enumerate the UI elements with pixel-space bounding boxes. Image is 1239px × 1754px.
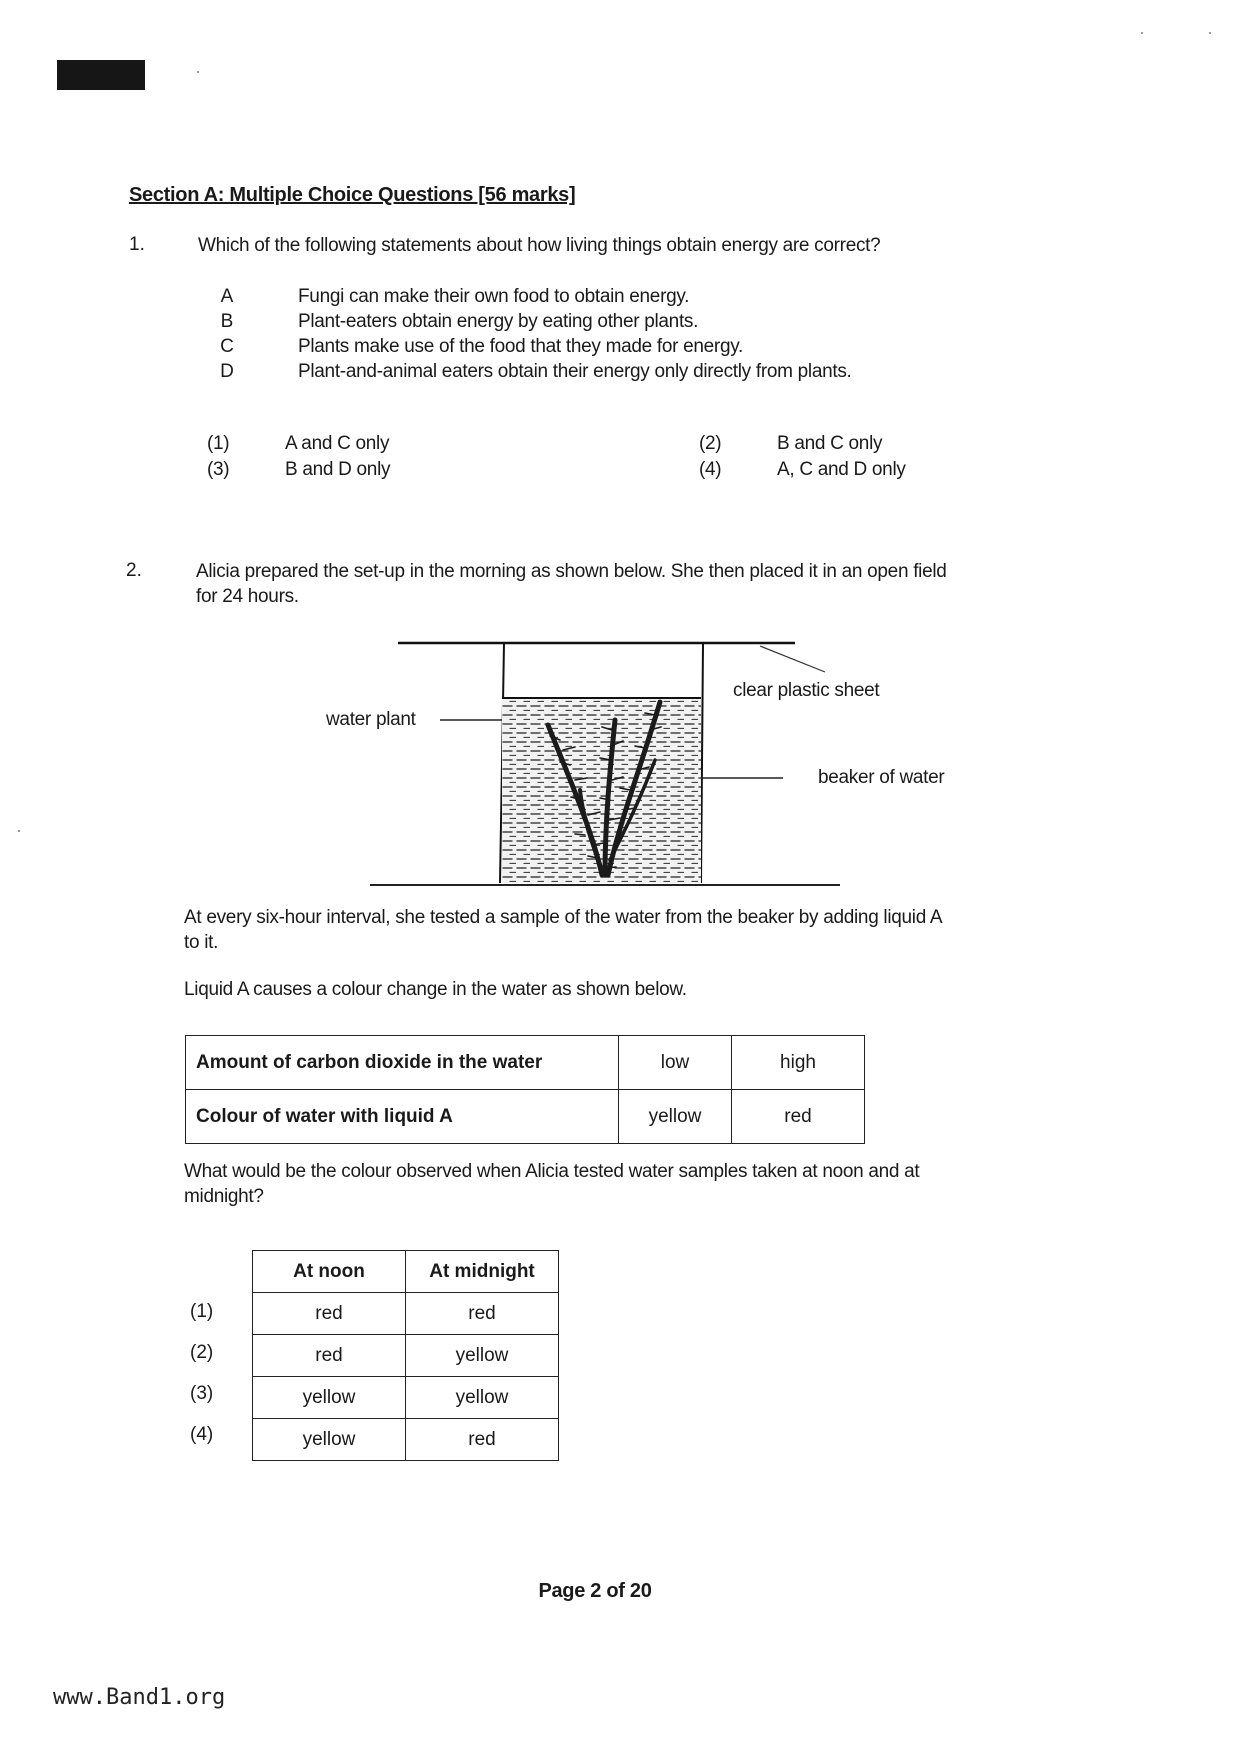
question-1-number: 1. xyxy=(129,234,145,255)
answer-option-1-label[interactable]: (1) xyxy=(190,1301,214,1322)
statement-letter: C xyxy=(220,335,234,357)
cell-yellow: yellow xyxy=(619,1090,732,1144)
section-title: Section A: Multiple Choice Questions [56 marks] xyxy=(129,184,576,206)
colour-change-table xyxy=(185,1035,865,1144)
answer-option-4-label[interactable]: (4) xyxy=(190,1424,214,1445)
question-1-statements xyxy=(212,284,852,384)
option-1-label[interactable]: (1) xyxy=(207,433,230,454)
option-3-text[interactable]: B and D only xyxy=(285,459,391,480)
scan-speck xyxy=(197,71,199,73)
statement-letter: D xyxy=(220,360,234,382)
table-row xyxy=(186,1036,865,1090)
statement-text: Plants make use of the food that they made for energy. xyxy=(298,335,743,357)
answer-option-2-label[interactable]: (2) xyxy=(190,1342,214,1363)
cell-high: high xyxy=(732,1036,865,1090)
water-fill xyxy=(502,698,701,883)
source-url[interactable]: www.Band1.org xyxy=(53,1685,226,1710)
plastic-sheet-pointer xyxy=(760,646,825,672)
option-4-text[interactable]: A, C and D only xyxy=(777,459,906,480)
statement-text: Plant-and-animal eaters obtain their energy only directly from plants. xyxy=(298,360,852,382)
table-row xyxy=(186,1090,865,1144)
redacted-header-block xyxy=(57,60,145,90)
statement-c xyxy=(212,334,852,359)
option-2-label[interactable]: (2) xyxy=(699,433,722,454)
scan-speck xyxy=(18,830,20,832)
question-2-ask-line1: What would be the colour observed when Alicia tested water samples taken at noon and at xyxy=(184,1161,920,1182)
question-2-para1-line2: to it. xyxy=(184,932,219,953)
option-1-text[interactable]: A and C only xyxy=(285,433,390,454)
option-2-text[interactable]: B and C only xyxy=(777,433,883,454)
statement-text: Plant-eaters obtain energy by eating other plants. xyxy=(298,310,699,332)
table-header-row xyxy=(253,1251,559,1293)
question-1-text: Which of the following statements about how living things obtain energy are correct? xyxy=(198,235,881,256)
column-header-noon: At noon xyxy=(253,1251,406,1293)
label-beaker-of-water: beaker of water xyxy=(818,767,945,788)
cell-low: low xyxy=(619,1036,732,1090)
row-header: Amount of carbon dioxide in the water xyxy=(186,1036,619,1090)
table-row[interactable] xyxy=(253,1377,559,1419)
statement-a xyxy=(212,284,852,309)
scan-speck xyxy=(1141,32,1143,34)
statement-b xyxy=(212,309,852,334)
answer-options-table xyxy=(252,1250,559,1461)
cell-noon: red xyxy=(253,1293,406,1335)
cell-noon: yellow xyxy=(253,1377,406,1419)
option-4-label[interactable]: (4) xyxy=(699,459,722,480)
answer-row-labels xyxy=(190,1291,213,1455)
question-2-ask-line2: midnight? xyxy=(184,1186,264,1207)
answer-option-3-label[interactable]: (3) xyxy=(190,1383,214,1404)
cell-midnight: yellow xyxy=(406,1335,559,1377)
question-1-options xyxy=(207,432,1077,482)
statement-letter: A xyxy=(220,285,234,307)
table-row[interactable] xyxy=(253,1293,559,1335)
row-header: Colour of water with liquid A xyxy=(186,1090,619,1144)
question-2-text-line1: Alicia prepared the set-up in the morning as shown below. She then placed it in an open field xyxy=(196,561,947,582)
table-row[interactable] xyxy=(253,1335,559,1377)
scan-speck xyxy=(1209,32,1211,34)
cell-midnight: yellow xyxy=(406,1377,559,1419)
question-2-para1-line1: At every six-hour interval, she tested a sample of the water from the beaker by adding liquid A xyxy=(184,907,943,928)
question-2-number: 2. xyxy=(126,560,142,581)
table-row[interactable] xyxy=(253,1419,559,1461)
cell-midnight: red xyxy=(406,1293,559,1335)
cell-noon: red xyxy=(253,1335,406,1377)
statement-text: Fungi can make their own food to obtain energy. xyxy=(298,285,690,307)
question-2-text-line2: for 24 hours. xyxy=(196,586,299,607)
setup-diagram xyxy=(320,630,1020,890)
statement-letter: B xyxy=(220,310,234,332)
page-number: Page 2 of 20 xyxy=(538,1580,652,1602)
label-water-plant: water plant xyxy=(326,709,416,730)
statement-d xyxy=(212,359,852,384)
cell-red: red xyxy=(732,1090,865,1144)
cell-midnight: red xyxy=(406,1419,559,1461)
column-header-midnight: At midnight xyxy=(406,1251,559,1293)
label-clear-plastic-sheet: clear plastic sheet xyxy=(733,680,880,701)
question-2-para2: Liquid A causes a colour change in the water as shown below. xyxy=(184,979,687,1000)
option-3-label[interactable]: (3) xyxy=(207,459,230,480)
cell-noon: yellow xyxy=(253,1419,406,1461)
